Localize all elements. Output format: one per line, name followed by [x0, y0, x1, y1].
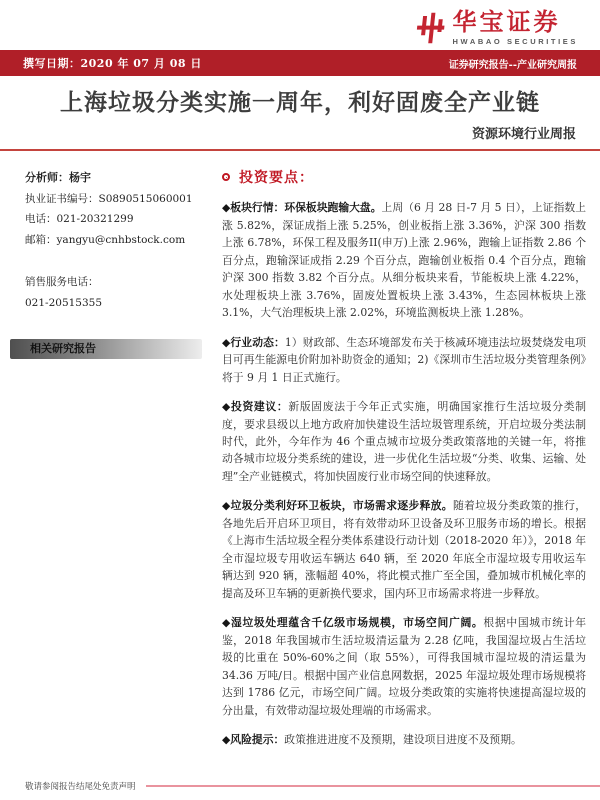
analyst-cert-number: 执业证书编号：S0890515060001 — [25, 192, 193, 205]
point-industry-news — [222, 334, 586, 386]
hwabao-logo — [414, 10, 578, 46]
point-body: 1）财政部、生态环境部发布关于核减环境违法垃圾焚烧发电项目可再生能源电价附加补助资金的通知；2)《深圳市生活垃圾分类管理条例》将于 9 月 1 日正式施行。 — [222, 335, 586, 384]
brand-name-en: HWABAO SECURITIES — [452, 37, 578, 47]
logo-row — [0, 0, 600, 50]
point-sector-performance — [222, 199, 586, 321]
page-footer — [25, 780, 600, 792]
point-lead: ◆板块行情：环保板块跑输大盘。 — [222, 201, 382, 215]
point-body: 政策推进进度不及预期，建设项目进度不及预期。 — [284, 733, 522, 747]
header-banner — [0, 50, 600, 76]
point-body: 新版固废法于今年正式实施，明确国家推行生活垃圾分类制度，要求县级以上地方政府加快建设生活垃圾管理系统，开启垃圾分类法制时代，此外，今年作为 46 个重点城市垃圾分类政策落地的关键一年，将推动各城市垃圾分类系统的建设，进一步优化生活垃圾“分类、收集、运输、处理”全产业链模式，将加快固废行业市场空间的快速释放。 — [222, 400, 586, 483]
logo-text — [453, 10, 578, 46]
body-columns — [0, 167, 600, 749]
sales-phone-label: 销售服务电话： — [25, 276, 99, 289]
sales-phone-number: 021-20515355 — [25, 296, 103, 309]
point-wet-waste-market — [222, 614, 586, 719]
main-content — [209, 167, 586, 749]
point-lead: ◆风险提示： — [222, 733, 285, 747]
investment-points-title: 投资要点： — [239, 170, 314, 187]
report-subtitle: 资源环境行业周报 — [471, 127, 576, 143]
point-lead: ◆行业动态： — [222, 335, 285, 349]
analyst-email: 邮箱：yangyu@cnhbstock.com — [25, 233, 186, 246]
brand-name-cn: 华宝证券 — [452, 8, 561, 36]
point-sanitation-sector — [222, 497, 586, 602]
point-lead: ◆投资建议： — [222, 400, 289, 414]
related-reports-banner: 相关研究报告 — [10, 339, 202, 359]
write-date-label: 撰写日期：2020 年 07 月 08 日 — [23, 57, 202, 71]
investment-points-heading — [222, 167, 586, 187]
hwabao-logo-icon — [414, 11, 446, 45]
sales-contact-block — [25, 272, 209, 313]
title-divider — [0, 149, 600, 151]
footer-divider — [146, 785, 600, 787]
report-type-label: 证券研究报告--产业研究周报 — [448, 59, 577, 71]
analyst-sidebar — [25, 167, 209, 749]
point-body: 根据中国城市统计年鉴，2018 年我国城市生活垃圾清运量为 2.28 亿吨，我国湿垃圾占生活垃圾的比重在 50%-60%之间（取 55%），可得我国城市湿垃圾的清运量为 34.36 万吨/日。根据中国产业信息网数据，2025 年湿垃圾处理市场规模将达到 1786 亿元，市场空间广阔。垃圾分类政策的实施将快速提高湿垃圾的分出量，有效带动湿垃圾处理端的市场需求。 — [222, 616, 586, 717]
bullseye-icon — [222, 173, 230, 181]
point-risk-warning — [222, 731, 586, 748]
point-body: 随着垃圾分类政策的推行，各地先后开启环卫项目，将有效带动环卫设备及环卫服务市场的增长。根据《上海市生活垃圾全程分类体系建设行动计划（2018-2020 年）》，2018 年全市湿垃圾专用收运车辆达 640 辆，至 2020 年底全市湿垃圾专用收运车辆达到 920 辆，涨幅超 40%，将此模式推广至全国，叠加城市机械化率的提高及环卫车辆的更新换代要求，国内环卫市场需求将进一步释放。 — [222, 499, 587, 600]
point-lead: ◆垃圾分类利好环卫板块，市场需求逐步释放。 — [222, 499, 453, 513]
point-body: 上周（6 月 28 日-7 月 5 日），上证指数上涨 5.82%，深证成指上涨 5.25%，创业板指上涨 3.36%，沪深 300 指数上涨 6.78%，环保工程及服务II(申万)上涨 2.96%，跑输上证指数 2.86 个百分点，跑输深证成指 2.29 个百分点，跑输创业板指 0.4 个百分点，跑输沪深 300 指数 3.82 个百分点。从细分板块来看，节能板块上涨 4.22%，水处理板块上涨 3.76%，固废处置板块上涨 3.43%，生态园林板块上涨 3.1%，大气治理板块上涨 2.02%，环境监测板块上涨 1.28%。 — [222, 201, 586, 320]
analyst-phone: 电话：021-20321299 — [25, 213, 134, 226]
report-title: 上海垃圾分类实施一周年，利好固废全产业链 — [60, 89, 540, 117]
disclaimer-note: 敬请参阅报告结尾处免责声明 — [25, 782, 136, 792]
analyst-name: 分析师：杨宇 — [25, 171, 91, 185]
point-lead: ◆湿垃圾处理蕴含千亿级市场规模，市场空间广阔。 — [222, 616, 484, 630]
point-investment-advice — [222, 398, 586, 485]
